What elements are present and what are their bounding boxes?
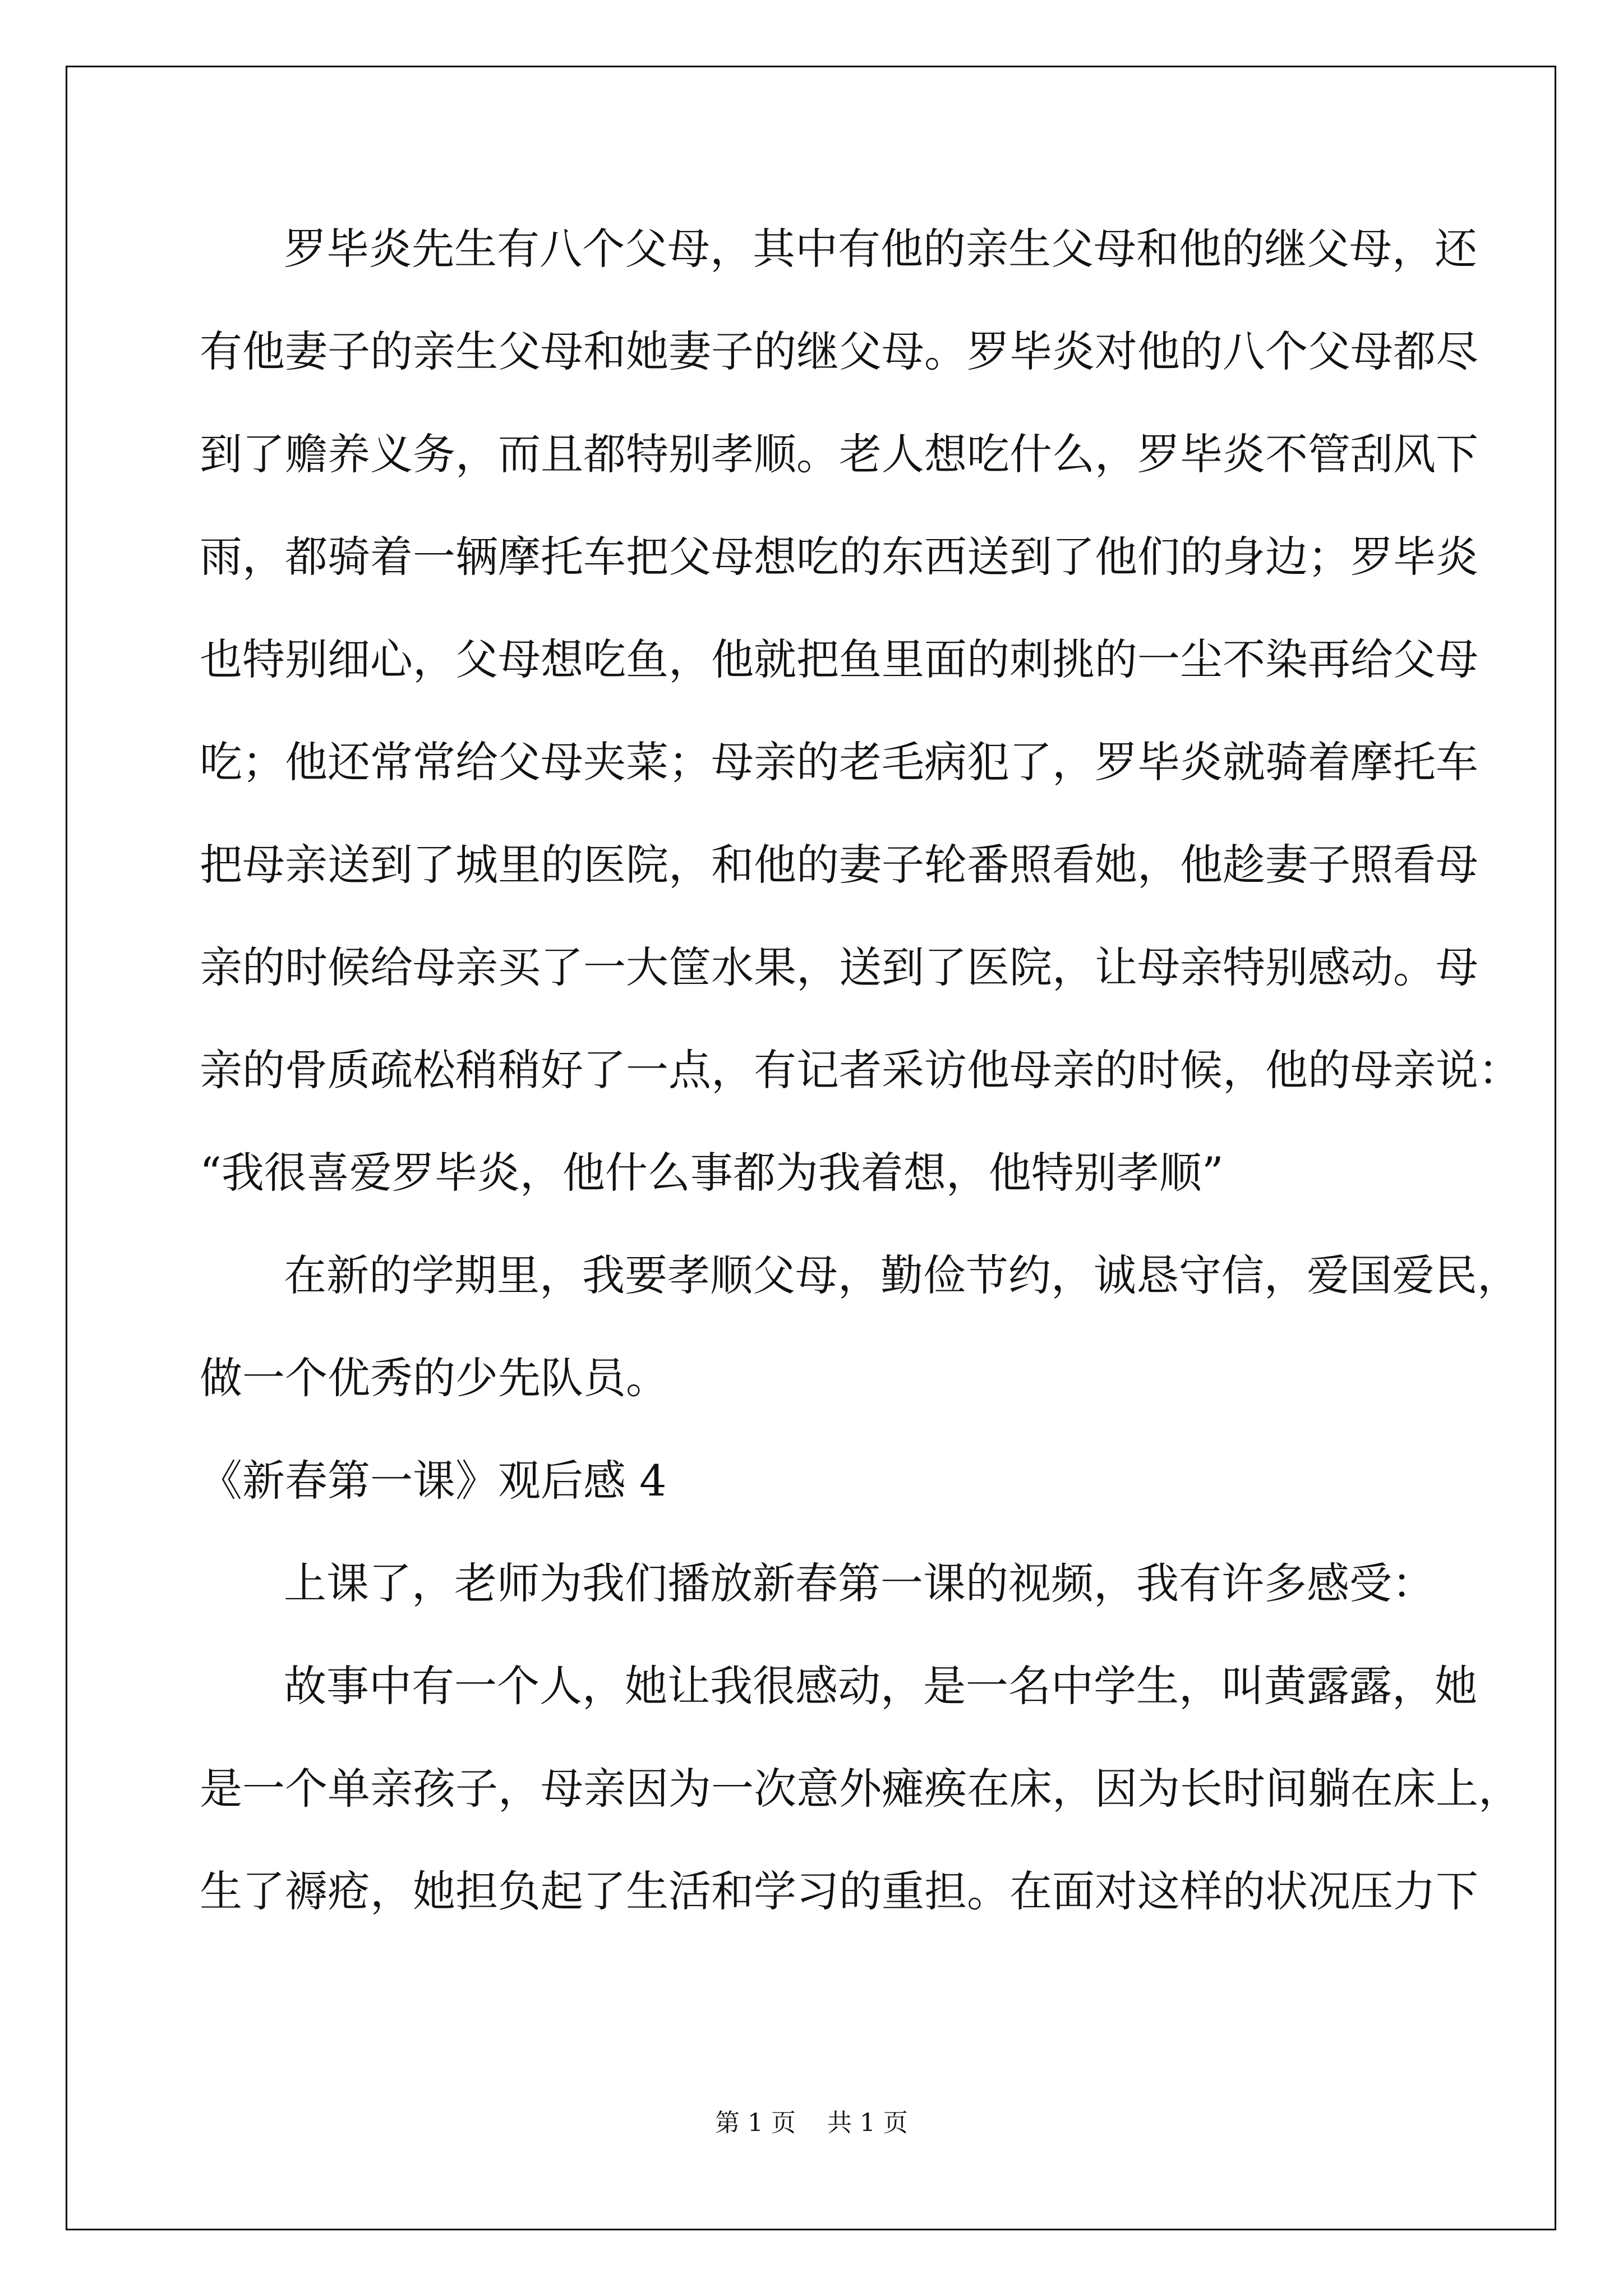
paragraph-line: 在新的学期里，我要孝顺父母，勤俭节约，诚恳守信，爱国爱民， xyxy=(284,1250,1520,1300)
document-body xyxy=(200,197,1521,1943)
page-number-footer: 第 1 页 共 1 页 xyxy=(715,2109,908,2137)
paragraph-line: 亲的时候给母亲买了一大筐水果，送到了医院，让母亲特别感动。母 xyxy=(200,942,1478,992)
paragraph-line: 到了赡养义务，而且都特别孝顺。老人想吃什么，罗毕炎不管刮风下 xyxy=(200,429,1478,479)
paragraph-line: 生了褥疮，她担负起了生活和学习的重担。在面对这样的状况压力下 xyxy=(200,1866,1478,1916)
paragraph-line: 是一个单亲孩子，母亲因为一次意外瘫痪在床，因为长时间躺在床上， xyxy=(200,1764,1521,1814)
paragraph-line: 吃；他还常常给父母夹菜；母亲的老毛病犯了，罗毕炎就骑着摩托车 xyxy=(200,737,1478,787)
paragraph-line: 有他妻子的亲生父母和她妻子的继父母。罗毕炎对他的八个父母都尽 xyxy=(200,326,1478,376)
paragraph-line: 故事中有一个人，她让我很感动，是一名中学生，叫黄露露，她 xyxy=(284,1661,1477,1711)
paragraph-line: 雨，都骑着一辆摩托车把父母想吃的东西送到了他们的身边；罗毕炎 xyxy=(200,532,1478,582)
paragraph-line: 也特别细心，父母想吃鱼，他就把鱼里面的刺挑的一尘不染再给父母 xyxy=(200,634,1478,684)
paragraph-line: “我很喜爱罗毕炎，他什么事都为我着想，他特别孝顺” xyxy=(200,1148,1224,1198)
paragraph-line: 上课了，老师为我们播放新春第一课的视频，我有许多感受： xyxy=(284,1558,1435,1608)
section-heading: 《新春第一课》观后感 4 xyxy=(200,1456,667,1506)
paragraph-line: 罗毕炎先生有八个父母，其中有他的亲生父母和他的继父母，还 xyxy=(284,224,1477,274)
paragraph-line: 亲的骨质疏松稍稍好了一点，有记者采访他母亲的时候，他的母亲说： xyxy=(200,1045,1521,1095)
paragraph-line: 把母亲送到了城里的医院，和他的妻子轮番照看她，他趁妻子照看母 xyxy=(200,840,1478,890)
paragraph-line: 做一个优秀的少先队员。 xyxy=(200,1353,668,1403)
